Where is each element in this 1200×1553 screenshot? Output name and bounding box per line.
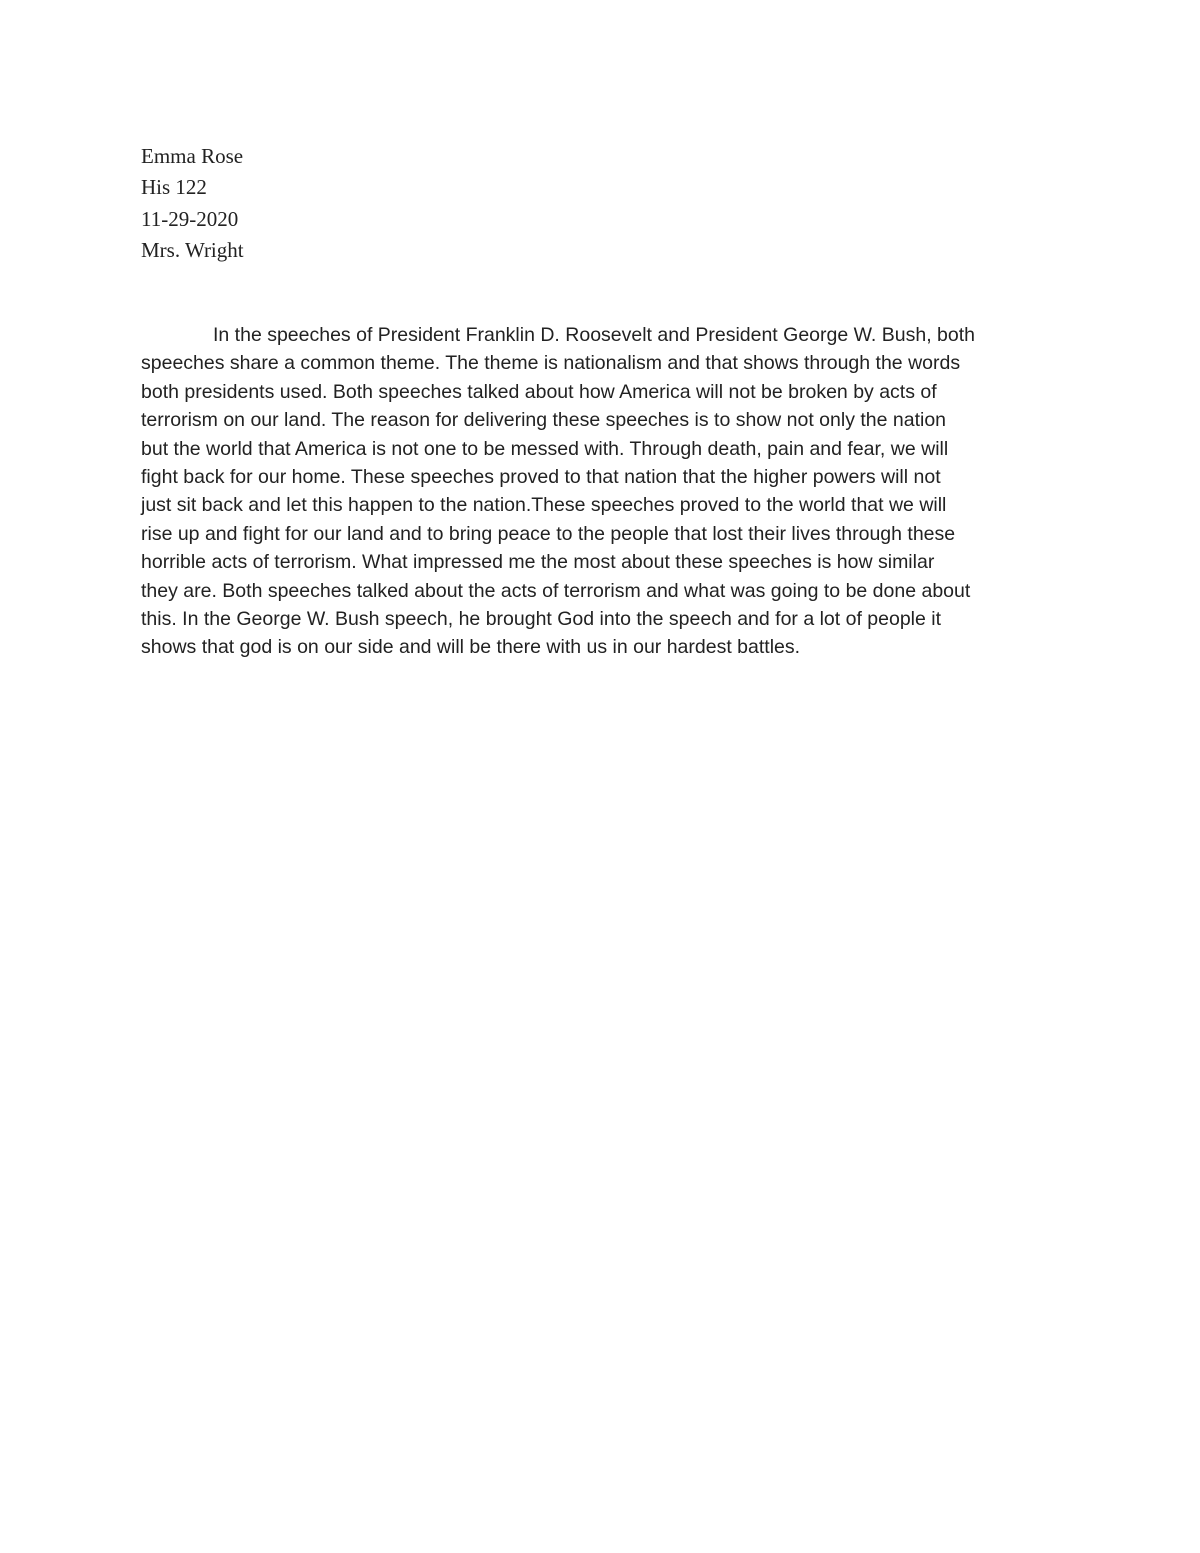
essay-line: In the speeches of President Franklin D. Roosevelt and President George W. Bush, both xyxy=(213,324,976,346)
essay-line: but the world that America is not one to be messed with. Through death, pain and fear, we will xyxy=(141,437,949,460)
course-code: His 122 xyxy=(141,175,207,200)
essay-line: rise up and fight for our land and to bring peace to the people that lost their lives through these xyxy=(141,522,956,545)
essay-line: terrorism on our land. The reason for delivering these speeches is to show not only the nation xyxy=(141,409,947,432)
essay-line: horrible acts of terrorism. What impressed me the most about these speeches is how similar xyxy=(141,551,935,574)
essay-line: shows that god is on our side and will be there with us in our hardest battles. xyxy=(141,636,801,659)
essay-line: just sit back and let this happen to the nation.These speeches proved to the world that we will xyxy=(141,494,947,517)
essay-line: speeches share a common theme. The theme is nationalism and that shows through the words xyxy=(141,352,961,375)
essay-paragraph xyxy=(141,321,1065,662)
document-date: 11-29-2020 xyxy=(141,206,239,231)
document-header xyxy=(141,141,244,266)
author-name: Emma Rose xyxy=(141,144,244,168)
essay-line: both presidents used. Both speeches talked about how America will not be broken by acts of xyxy=(141,380,937,403)
essay-line: they are. Both speeches talked about the acts of terrorism and what was going to be done about xyxy=(141,579,971,602)
instructor-name: Mrs. Wright xyxy=(141,237,244,262)
essay-line: this. In the George W. Bush speech, he brought God into the speech and for a lot of people it xyxy=(141,608,942,631)
essay-line: fight back for our home. These speeches proved to that nation that the higher powers will not xyxy=(141,466,941,489)
